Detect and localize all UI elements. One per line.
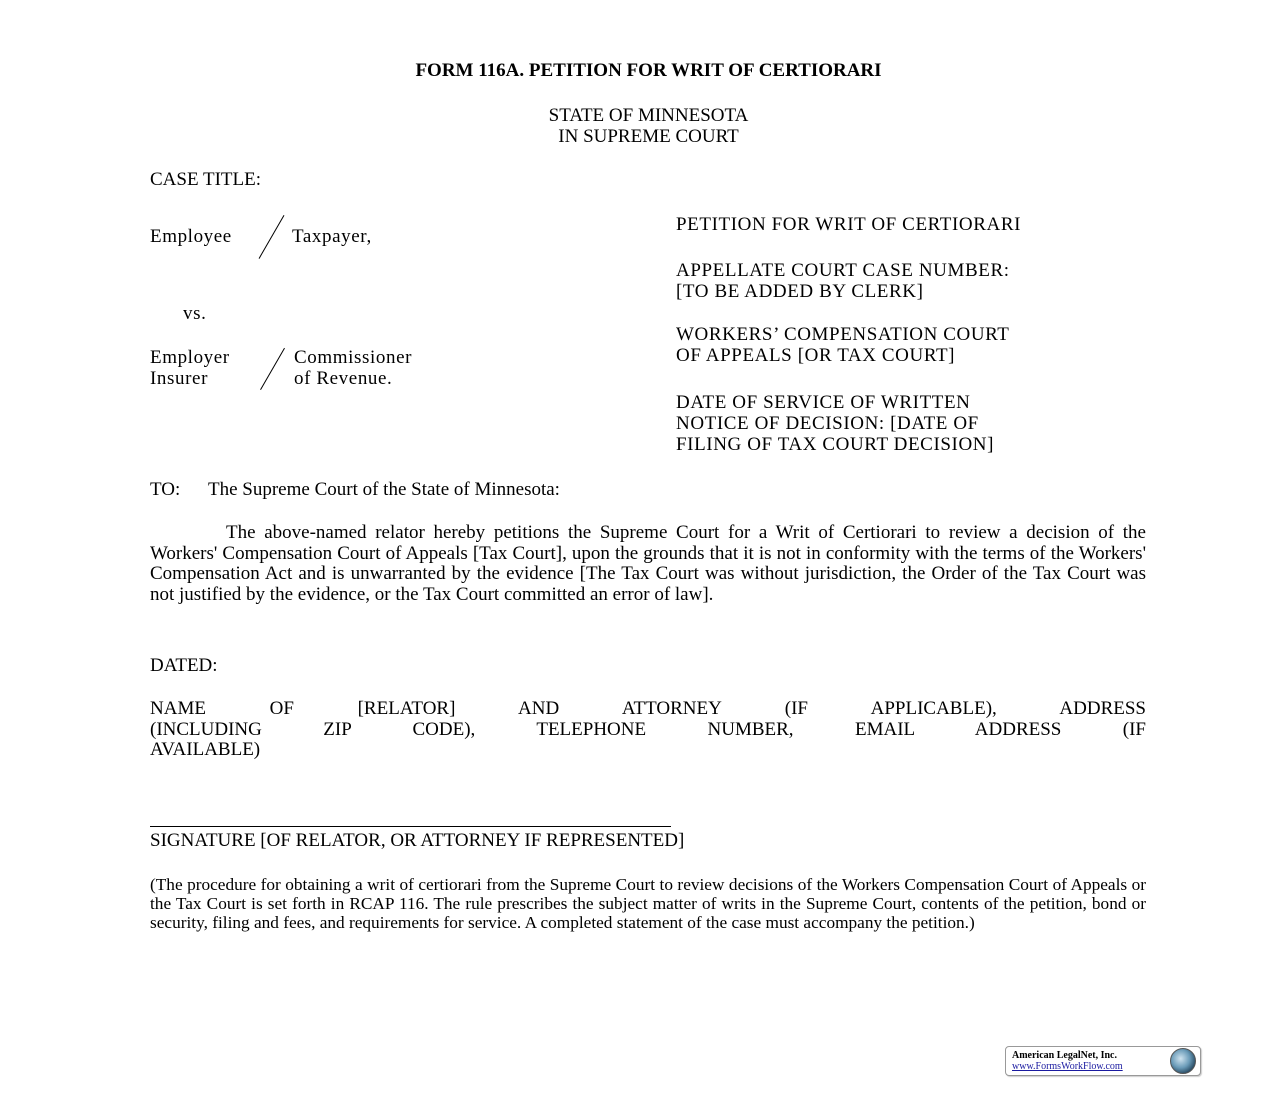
versus-label: vs. [183,303,207,324]
to-addressee: The Supreme Court of the State of Minnesota: [208,479,560,500]
case-number-value: [TO BE ADDED BY CLERK] [676,281,924,302]
court-heading: IN SUPREME COURT [558,126,739,147]
case-number-label: APPELLATE COURT CASE NUMBER: [676,260,1010,281]
party-employee: Employee [150,226,232,247]
party-taxpayer: Taxpayer, [292,226,372,247]
american-legalnet-logo[interactable] [1005,1046,1201,1076]
party-insurer: Insurer [150,368,209,389]
service-date-line2: NOTICE OF DECISION: [DATE OF [676,413,979,434]
state-heading: STATE OF MINNESOTA [548,105,749,126]
lower-court-line1: WORKERS’ COMPENSATION COURT [676,324,1010,345]
slash-divider [259,215,285,259]
to-label: TO: [150,479,181,500]
name-address-block [150,699,1146,761]
globe-icon [1170,1048,1196,1074]
logo-company-name: American LegalNet, Inc. [1012,1050,1117,1061]
petition-body-text: The above-named relator hereby petitions the Supreme Court for a Writ of Certiorari to review a decision of the Workers' Compensation Court of Appeals [Tax Court], upon the grounds that it is not in conformity with the terms of the Workers' Compensation Act and is unwarranted by the evidence [The Tax Court was without jurisdiction, the Order of the Tax Court was not justified by the evidence, or the Tax Court committed an error of law]. [150,522,1146,605]
name-block-line3: AVAILABLE) [150,739,261,761]
signature-label: SIGNATURE [OF RELATOR, OR ATTORNEY IF REPRESENTED] [150,830,685,851]
party-of-revenue: of Revenue. [294,368,393,389]
form-title: FORM 116A. PETITION FOR WRIT OF CERTIORARI [415,60,882,81]
service-date-line1: DATE OF SERVICE OF WRITTEN [676,392,971,413]
petition-heading: PETITION FOR WRIT OF CERTIORARI [676,214,1022,235]
signature-line [150,826,671,827]
petition-body [150,523,1146,605]
logo-website-link[interactable]: www.FormsWorkFlow.com [1012,1061,1123,1072]
procedure-note: (The procedure for obtaining a writ of certiorari from the Supreme Court to review decisions of the Workers Compensation Court of Appeals or the Tax Court is set forth in RCAP 116. The rule prescribes the subject matter of writs in the Supreme Court, contents of the petition, bond or security, filing and fees, and requirements for service. A completed statement of the case must accompany the petition.) [150,875,1146,933]
service-date-line3: FILING OF TAX COURT DECISION] [676,434,995,455]
case-title-label: CASE TITLE: [150,169,262,190]
dated-label: DATED: [150,655,218,676]
party-commissioner: Commissioner [294,347,413,368]
slash-divider [260,348,285,390]
party-employer: Employer [150,347,230,368]
name-block-line2: (INCLUDING ZIP CODE), TELEPHONE NUMBER, EMAIL ADDRESS (IF [150,718,1146,740]
lower-court-line2: OF APPEALS [OR TAX COURT] [676,345,956,366]
name-block-line1: NAME OF [RELATOR] AND ATTORNEY (IF APPLICABLE), ADDRESS [150,698,1146,719]
